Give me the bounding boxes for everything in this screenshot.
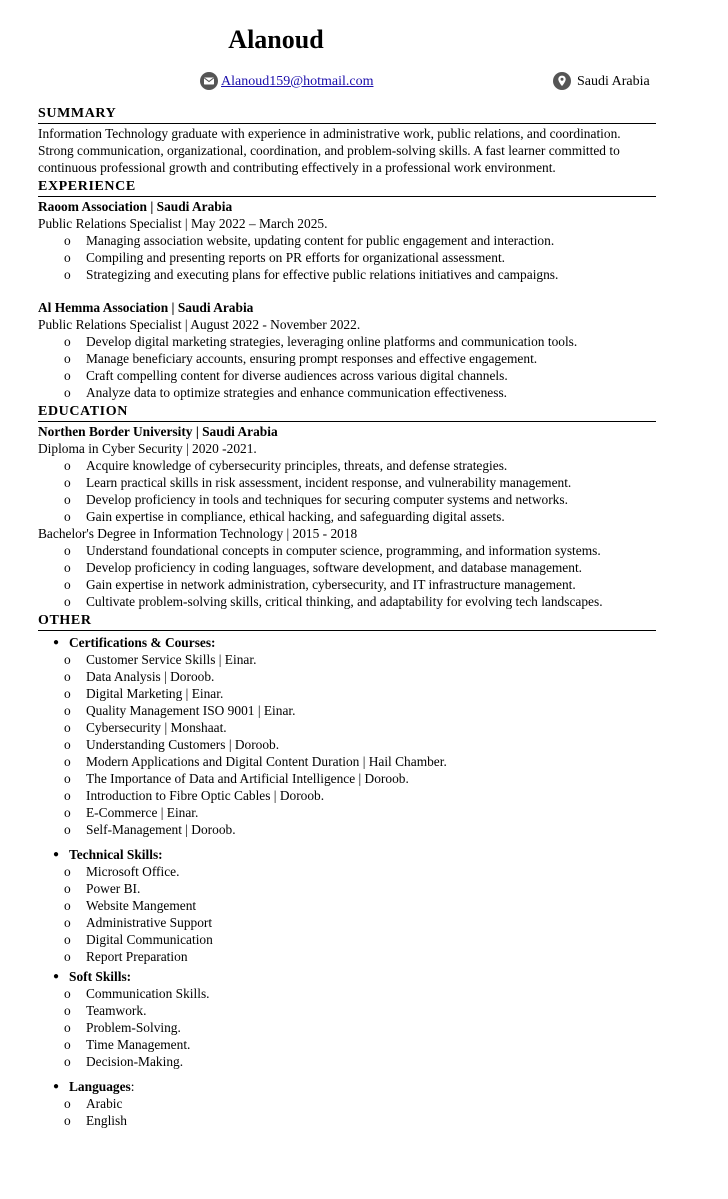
list-item: o Self-Management | Doroob.: [38, 821, 656, 838]
job-organization: Raoom Association | Saudi Arabia: [38, 199, 233, 214]
degree-name: Diploma in Cyber Security | 2020 -2021.: [38, 441, 257, 456]
list-item: o Problem-Solving.: [38, 1019, 656, 1036]
list-item: o E-Commerce | Einar.: [38, 804, 656, 821]
experience-heading: EXPERIENCE: [38, 178, 656, 197]
list-item: o Modern Applications and Digital Content Duration | Hail Chamber.: [38, 753, 656, 770]
list-item: o Teamwork.: [38, 1002, 656, 1019]
list-item: o Administrative Support: [38, 914, 656, 931]
list-item: o Understanding Customers | Doroob.: [38, 736, 656, 753]
job-duties-list: [38, 333, 656, 401]
list-item: o Website Mangement: [38, 897, 656, 914]
spacer: [38, 283, 656, 299]
other-heading: OTHER: [38, 612, 656, 631]
candidate-name: Alanoud: [228, 25, 324, 54]
summary-text: Information Technology graduate with experience in administrative work, public relations, and coordination. Strong communication, organizational, coordination, and problem-solving skills. A fast learner committed to continuous professional growth and contributing effectively in a professional work environment.: [38, 126, 621, 175]
education-organization: Northen Border University | Saudi Arabia: [38, 424, 278, 439]
list-item: o Report Preparation: [38, 948, 656, 965]
list-item: o Introduction to Fibre Optic Cables | Doroob.: [38, 787, 656, 804]
email-link[interactable]: Alanoud159@hotmail.com: [221, 73, 374, 89]
list-item: o Craft compelling content for diverse audiences across various digital channels.: [38, 367, 656, 384]
languages-colon: :: [130, 1079, 135, 1094]
list-item: o The Importance of Data and Artificial Intelligence | Doroob.: [38, 770, 656, 787]
list-item: o Time Management.: [38, 1036, 656, 1053]
list-item: o Develop digital marketing strategies, leveraging online platforms and communication tools.: [38, 333, 656, 350]
certifications-heading: ● Certifications & Courses:: [38, 634, 656, 651]
list-item: o Cybersecurity | Monshaat.: [38, 719, 656, 736]
languages-label: Languages: [69, 1079, 131, 1094]
list-item: o Manage beneficiary accounts, ensuring prompt responses and effective engagement.: [38, 350, 656, 367]
degree-details-list: [38, 457, 656, 525]
degree-entry: [38, 440, 656, 525]
list-item: o Arabic: [38, 1095, 656, 1112]
list-item: o English: [38, 1112, 656, 1129]
location-text: Saudi Arabia: [577, 73, 650, 89]
list-item: o Digital Communication: [38, 931, 656, 948]
list-item: o Data Analysis | Doroob.: [38, 668, 656, 685]
list-item: o Customer Service Skills | Einar.: [38, 651, 656, 668]
languages-heading: [38, 1078, 656, 1095]
list-item: o Compiling and presenting reports on PR efforts for organizational assessment.: [38, 249, 656, 266]
list-item: o Learn practical skills in risk assessment, incident response, and vulnerability management.: [38, 474, 656, 491]
list-item: o Digital Marketing | Einar.: [38, 685, 656, 702]
technical-skills-list: [38, 863, 656, 965]
job-organization: Al Hemma Association | Saudi Arabia: [38, 300, 254, 315]
list-item: o Develop proficiency in coding languages, software development, and database management.: [38, 559, 656, 576]
list-item: o Microsoft Office.: [38, 863, 656, 880]
job-role: Public Relations Specialist | May 2022 – March 2025.: [38, 216, 328, 231]
map-pin-icon: [553, 72, 571, 90]
job-role: Public Relations Specialist | August 2022 - November 2022.: [38, 317, 361, 332]
technical-skills-heading: ● Technical Skills:: [38, 846, 656, 863]
soft-skills-heading: ● Soft Skills:: [38, 968, 656, 985]
list-item: o Analyze data to optimize strategies and enhance communication effectiveness.: [38, 384, 656, 401]
list-item: o Understand foundational concepts in computer science, programming, and information systems.: [38, 542, 656, 559]
list-item: o Develop proficiency in tools and techniques for securing computer systems and networks.: [38, 491, 656, 508]
summary-heading: SUMMARY: [38, 105, 656, 124]
list-item: o Gain expertise in network administration, cybersecurity, and IT infrastructure management.: [38, 576, 656, 593]
job-entry: [38, 198, 656, 283]
list-item: o Acquire knowledge of cybersecurity principles, threats, and defense strategies.: [38, 457, 656, 474]
list-item: o Quality Management ISO 9001 | Einar.: [38, 702, 656, 719]
list-item: o Cultivate problem-solving skills, critical thinking, and adaptability for evolving tech landscapes.: [38, 593, 656, 610]
degree-details-list: [38, 542, 656, 610]
degree-entry: [38, 525, 656, 610]
list-item: o Strategizing and executing plans for effective public relations initiatives and campaigns.: [38, 266, 656, 283]
list-item: o Communication Skills.: [38, 985, 656, 1002]
job-entry: [38, 299, 656, 401]
list-item: o Decision-Making.: [38, 1053, 656, 1070]
list-item: o Gain expertise in compliance, ethical hacking, and safeguarding digital assets.: [38, 508, 656, 525]
list-item: o Power BI.: [38, 880, 656, 897]
email-contact: [200, 70, 373, 92]
degree-name: Bachelor's Degree in Information Technology | 2015 - 2018: [38, 526, 358, 541]
resume-body: [38, 105, 656, 1129]
envelope-icon: [200, 72, 218, 90]
soft-skills-list: [38, 985, 656, 1070]
job-duties-list: [38, 232, 656, 283]
location-contact: [553, 70, 650, 92]
list-item: o Managing association website, updating content for public engagement and interaction.: [38, 232, 656, 249]
education-heading: EDUCATION: [38, 403, 656, 422]
certifications-list: [38, 651, 656, 838]
languages-list: [38, 1095, 656, 1129]
